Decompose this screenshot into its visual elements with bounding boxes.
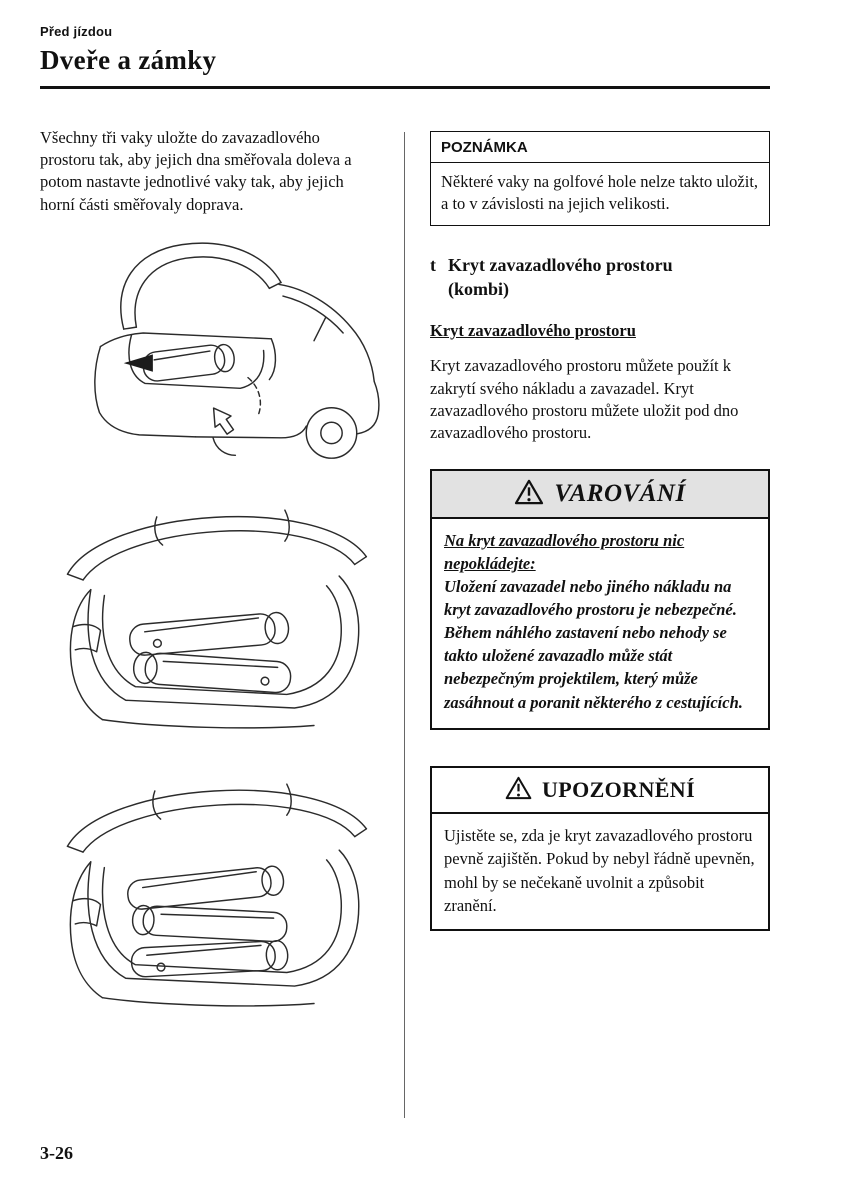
section-marker-icon: t — [430, 255, 436, 276]
page-number: 3-26 — [40, 1143, 73, 1163]
page-footer — [40, 1143, 73, 1164]
caution-box — [430, 766, 770, 932]
section-title: Kryt zavazadlového prostoru (kombi) — [448, 255, 673, 299]
caution-header — [432, 768, 768, 814]
intro-paragraph: Všechny tři vaky uložte do zavazadlového prostoru tak, aby jejich dna směřovala doleva a potom nastavte jednotlivé vaky tak, aby jejich horní části směřovaly doprava. — [40, 127, 352, 214]
warning-header — [432, 471, 768, 519]
warning-text: Uložení zavazadel nebo jiného nákladu na kryt zavazadlového prostoru je nebezpečné. Během náhlého zastavení nebo nehody se takto uložené zavazadlo může stát nebezpečným projektilem, který může zasáhnout a poranit některého z cestujících. — [444, 577, 743, 712]
trunk-illustration-1 — [40, 232, 378, 465]
warning-box — [430, 469, 770, 730]
section-paragraph: Kryt zavazadlového prostoru můžete použít k zakrytí svého nákladu a zavazadel. Kryt zavazadlového prostoru můžete uložit pod dno zavazadlového prostoru. — [430, 356, 739, 443]
section-heading — [430, 254, 770, 301]
caution-title: UPOZORNĚNÍ — [541, 777, 696, 803]
warning-triangle-icon — [514, 479, 544, 510]
note-title: POZNÁMKA — [431, 132, 769, 163]
page-header — [0, 0, 845, 89]
chapter-eyebrow: Před jízdou — [40, 24, 113, 39]
column-divider — [404, 132, 405, 1118]
note-box — [430, 131, 770, 227]
page-title: Dveře a zámky — [40, 45, 217, 75]
caution-text: Ujistěte se, zda je kryt zavazadlového prostoru pevně zajištěn. Pokud by nebyl řádně upevněn, mohl by se nečekaně uvolnit a způsobit zranění. — [444, 825, 755, 915]
right-column — [430, 123, 770, 1022]
caution-triangle-icon — [505, 776, 532, 805]
subsection-title: Kryt zavazadlového prostoru — [430, 321, 636, 341]
trunk-illustration-2 — [40, 481, 378, 741]
warning-title: VAROVÁNÍ — [554, 480, 686, 508]
two-column-layout — [0, 89, 845, 1022]
trunk-illustration-3 — [40, 757, 378, 1021]
left-column — [40, 123, 378, 1022]
note-body: Některé vaky na golfové hole nelze takto uložit, a to v závislosti na jejich velikosti. — [441, 171, 759, 213]
warning-body — [432, 519, 768, 728]
warning-lead: Na kryt zavazadlového prostoru nic nepokládejte: — [444, 530, 685, 573]
